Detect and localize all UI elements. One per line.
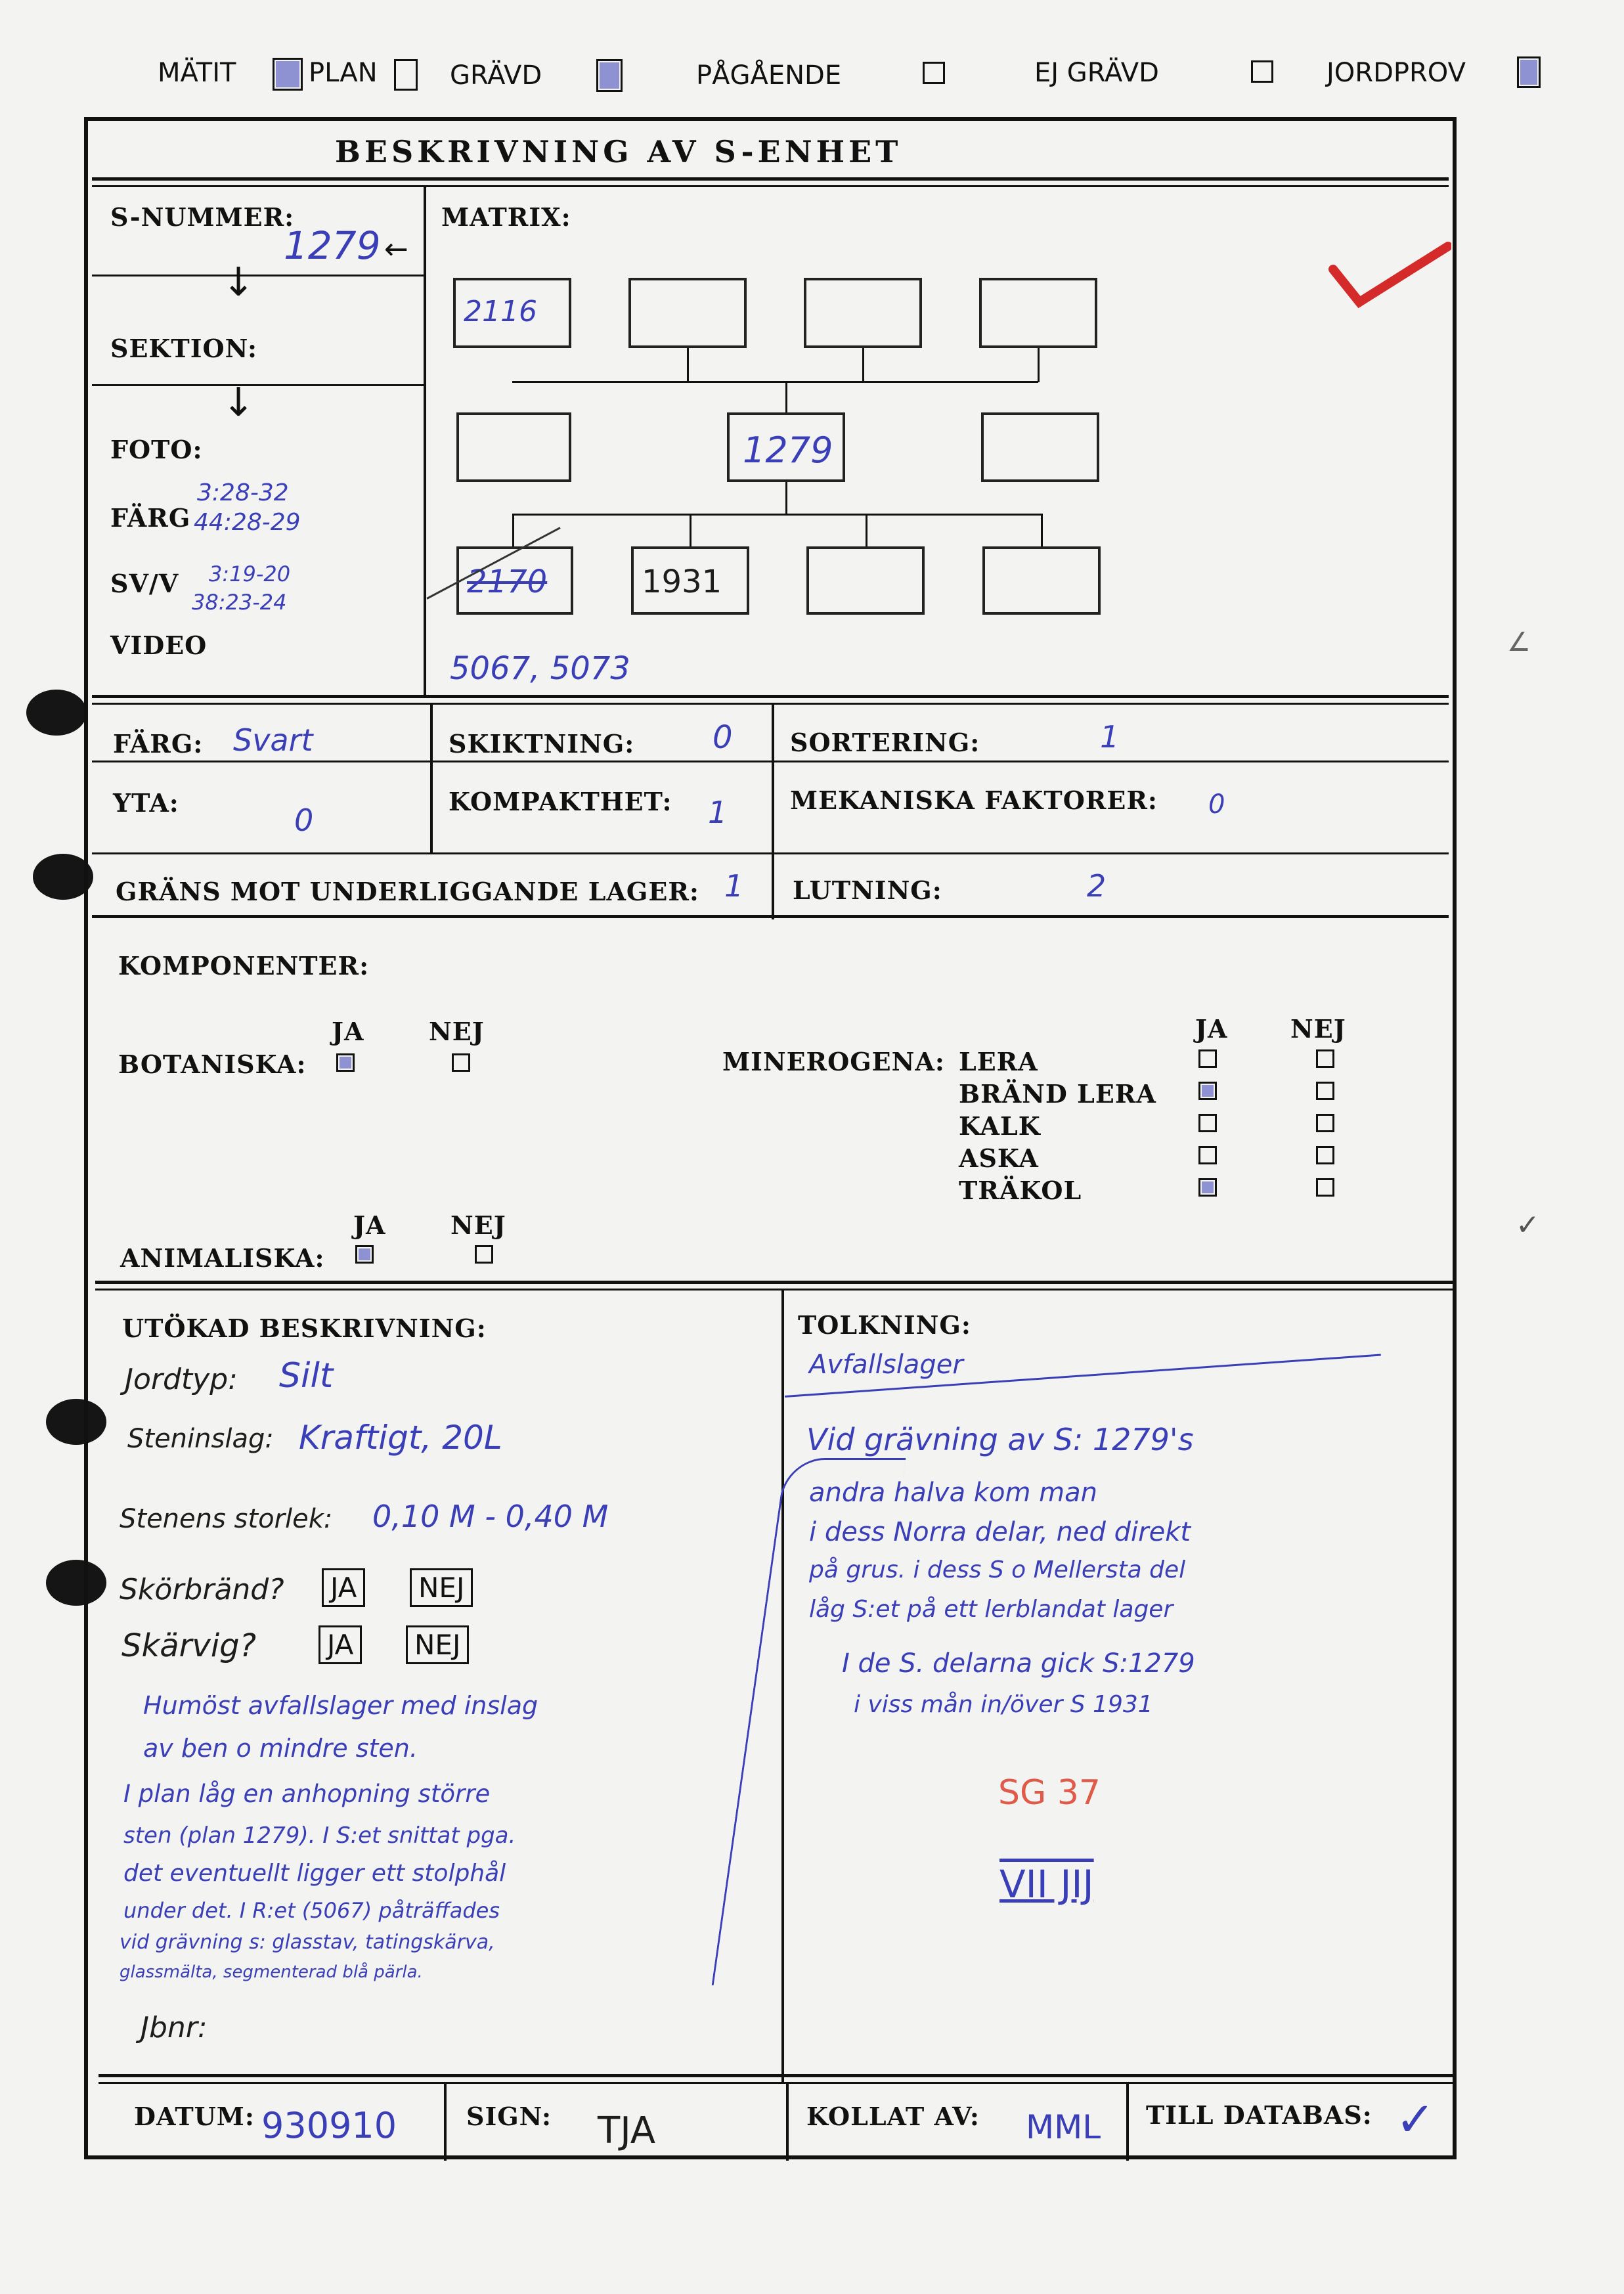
steninslag-value[interactable]: Kraftigt, 20L bbox=[299, 1419, 502, 1457]
botaniska-nej-checkbox[interactable] bbox=[452, 1053, 470, 1072]
tolkning-note-line[interactable]: i dess Norra delar, ned direkt bbox=[809, 1517, 1191, 1547]
red-check-icon bbox=[1327, 230, 1451, 315]
svv-value-2[interactable]: 38:23-24 bbox=[192, 590, 287, 615]
grans-label: GRÄNS MOT UNDERLIGGANDE LAGER: bbox=[116, 877, 699, 906]
matrix-box[interactable]: 2116 bbox=[453, 278, 571, 348]
status-bar bbox=[151, 53, 1563, 99]
ej-gravd-label: EJ GRÄVD bbox=[1034, 58, 1159, 88]
mineral-item-label: BRÄND LERA bbox=[959, 1079, 1156, 1109]
datum-label: DATUM: bbox=[134, 2102, 255, 2131]
matit-label: MÄTIT bbox=[158, 58, 236, 88]
animaliska-label: ANIMALISKA: bbox=[120, 1243, 325, 1273]
trakol-ja-checkbox[interactable] bbox=[1198, 1178, 1217, 1197]
skarvig-nej-option[interactable]: NEJ bbox=[406, 1625, 469, 1664]
plan-label: PLAN bbox=[309, 58, 378, 88]
storlek-value[interactable]: 0,10 M - 0,40 M bbox=[372, 1499, 609, 1534]
tolkning-note-line[interactable]: Vid grävning av S: 1279's bbox=[806, 1422, 1194, 1457]
jordtyp-label: Jordtyp: bbox=[125, 1363, 238, 1396]
animaliska-nej-checkbox[interactable] bbox=[475, 1245, 493, 1264]
farg-photo-value-2[interactable]: 44:28-29 bbox=[194, 509, 301, 536]
jbnr-label: Jbnr: bbox=[141, 2011, 208, 2044]
skorbrand-label: Skörbränd? bbox=[120, 1573, 284, 1606]
mekaniska-label: MEKANISKA FAKTORER: bbox=[790, 785, 1158, 815]
video-label: VIDEO bbox=[110, 630, 208, 660]
brand-lera-nej-checkbox[interactable] bbox=[1316, 1082, 1334, 1100]
tolkning-note-line[interactable]: låg S:et på ett lerblandat lager bbox=[809, 1596, 1174, 1623]
kompakthet-label: KOMPAKTHET: bbox=[449, 787, 672, 816]
form-title: BESKRIVNING AV S-ENHET bbox=[335, 134, 902, 169]
skarvig-ja-option[interactable]: JA bbox=[318, 1625, 362, 1664]
kompakthet-value[interactable]: 1 bbox=[708, 795, 728, 830]
tolkning-note-line[interactable]: andra halva kom man bbox=[809, 1478, 1097, 1508]
matrix-box[interactable]: 1931 bbox=[631, 546, 749, 615]
animaliska-nej-header: NEJ bbox=[450, 1210, 506, 1240]
arrow-left-icon: ← bbox=[384, 232, 408, 266]
yta-value[interactable]: 0 bbox=[294, 803, 314, 838]
tolkning-red-note[interactable]: SG 37 bbox=[998, 1773, 1101, 1813]
lutning-label: LUTNING: bbox=[793, 875, 942, 905]
kollat-value[interactable]: MML bbox=[1026, 2108, 1101, 2146]
matrix-box[interactable]: 2170 bbox=[456, 546, 573, 615]
sortering-value[interactable]: 1 bbox=[1100, 719, 1120, 755]
matrix-box[interactable] bbox=[979, 278, 1097, 348]
pencil-tick-icon: ✓ bbox=[1516, 1208, 1540, 1242]
lera-nej-checkbox[interactable] bbox=[1316, 1049, 1334, 1068]
gravd-checkbox[interactable] bbox=[596, 59, 623, 92]
pagaende-checkbox[interactable] bbox=[923, 62, 945, 84]
utokad-note-line[interactable]: glassmälta, segmenterad blå pärla. bbox=[120, 1962, 423, 1982]
kalk-ja-checkbox[interactable] bbox=[1198, 1114, 1217, 1132]
arrow-down-icon: ↓ bbox=[222, 380, 255, 426]
jordprov-label: JORDPROV bbox=[1327, 58, 1466, 88]
mineral-item-label: TRÄKOL bbox=[959, 1176, 1082, 1205]
tolkning-note-line[interactable]: på grus. i dess S o Mellersta del bbox=[809, 1556, 1186, 1583]
matrix-box[interactable] bbox=[628, 278, 747, 348]
yta-label: YTA: bbox=[113, 788, 179, 818]
tolkning-label: TOLKNING: bbox=[798, 1310, 971, 1340]
utokad-note-line[interactable]: Humöst avfallslager med inslag bbox=[143, 1691, 538, 1720]
steninslag-label: Steninslag: bbox=[127, 1424, 274, 1454]
farg-value[interactable]: Svart bbox=[233, 722, 313, 758]
pencil-tick-icon: ∠ bbox=[1507, 627, 1531, 657]
minerogena-label: MINEROGENA: bbox=[722, 1047, 945, 1076]
s-nummer-value[interactable]: 1279 bbox=[284, 223, 381, 268]
mineral-item-label: ASKA bbox=[959, 1143, 1039, 1173]
foto-label: FOTO: bbox=[110, 435, 203, 464]
utokad-note-line[interactable]: sten (plan 1279). I S:et snittat pga. bbox=[123, 1822, 516, 1849]
svv-value-1[interactable]: 3:19-20 bbox=[209, 562, 291, 586]
mekaniska-value[interactable]: 0 bbox=[1208, 789, 1225, 820]
aska-nej-checkbox[interactable] bbox=[1316, 1146, 1334, 1164]
jordprov-checkbox[interactable] bbox=[1517, 56, 1541, 88]
skarvig-label: Skärvig? bbox=[121, 1627, 257, 1664]
tolkning-value[interactable]: Avfallslager bbox=[809, 1350, 963, 1380]
arrow-down-icon: ↓ bbox=[222, 259, 255, 305]
utokad-label: UTÖKAD BESKRIVNING: bbox=[122, 1313, 487, 1343]
mineral-item-label: KALK bbox=[959, 1111, 1041, 1141]
minerogena-ja-header: JA bbox=[1195, 1014, 1228, 1044]
mineral-item-label: LERA bbox=[959, 1047, 1038, 1076]
svv-label: SV/V bbox=[110, 569, 179, 598]
databas-check-icon[interactable]: ✓ bbox=[1395, 2092, 1436, 2147]
matrix-label: MATRIX: bbox=[441, 202, 571, 232]
kollat-label: KOLLAT AV: bbox=[806, 2102, 980, 2131]
matrix-box[interactable]: 1279 bbox=[727, 412, 845, 482]
botaniska-label: BOTANISKA: bbox=[118, 1049, 307, 1079]
farg-label: FÄRG: bbox=[113, 729, 204, 759]
jordtyp-value[interactable]: Silt bbox=[279, 1356, 334, 1396]
databas-label: TILL DATABAS: bbox=[1146, 2100, 1372, 2130]
matit-checkbox[interactable] bbox=[273, 58, 303, 91]
brand-lera-ja-checkbox[interactable] bbox=[1198, 1082, 1217, 1100]
kalk-nej-checkbox[interactable] bbox=[1316, 1114, 1334, 1132]
datum-value[interactable]: 930910 bbox=[261, 2105, 397, 2146]
pagaende-label: PÅGÅENDE bbox=[696, 60, 842, 91]
sign-label: SIGN: bbox=[466, 2102, 552, 2131]
s-nummer-label: S-NUMMER: bbox=[110, 202, 295, 232]
animaliska-ja-checkbox[interactable] bbox=[355, 1245, 374, 1264]
skiktning-value[interactable]: 0 bbox=[713, 719, 733, 756]
ej-gravd-checkbox[interactable] bbox=[1251, 60, 1273, 83]
aska-ja-checkbox[interactable] bbox=[1198, 1146, 1217, 1164]
utokad-note-line[interactable]: av ben o mindre sten. bbox=[143, 1734, 418, 1763]
tolkning-note-line[interactable]: i viss mån in/över S 1931 bbox=[854, 1691, 1153, 1718]
matrix-box[interactable] bbox=[806, 546, 925, 615]
skiktning-label: SKIKTNING: bbox=[449, 729, 635, 759]
sektion-label: SEKTION: bbox=[110, 334, 257, 363]
botaniska-nej-header: NEJ bbox=[429, 1017, 485, 1046]
botaniska-ja-checkbox[interactable] bbox=[336, 1053, 355, 1072]
sortering-label: SORTERING: bbox=[790, 728, 980, 757]
lutning-value[interactable]: 2 bbox=[1087, 868, 1107, 904]
tolkning-code[interactable]: VII JIJ bbox=[999, 1862, 1094, 1907]
matrix-box[interactable] bbox=[804, 278, 922, 348]
farg-photo-label: FÄRG bbox=[110, 503, 191, 533]
matrix-box[interactable] bbox=[982, 546, 1101, 615]
matrix-box[interactable] bbox=[981, 412, 1099, 482]
tolkning-note-line[interactable]: I de S. delarna gick S:1279 bbox=[842, 1648, 1195, 1679]
skorbrand-nej-option[interactable]: NEJ bbox=[410, 1568, 473, 1607]
animaliska-ja-header: JA bbox=[353, 1210, 386, 1240]
minerogena-nej-header: NEJ bbox=[1290, 1014, 1346, 1044]
utokad-note-line[interactable]: vid grävning s: glasstav, tatingskärva, bbox=[120, 1931, 495, 1954]
utokad-note-line[interactable]: det eventuellt ligger ett stolphål bbox=[123, 1860, 506, 1887]
punch-hole bbox=[26, 690, 87, 736]
sign-value[interactable]: TJA bbox=[598, 2109, 656, 2152]
komponenter-label: KOMPONENTER: bbox=[118, 951, 370, 981]
matrix-box[interactable] bbox=[456, 412, 571, 482]
utokad-note-line[interactable]: under det. I R:et (5067) påträffades bbox=[123, 1898, 500, 1923]
gravd-label: GRÄVD bbox=[450, 60, 542, 91]
skorbrand-ja-option[interactable]: JA bbox=[322, 1568, 365, 1607]
farg-photo-value-1[interactable]: 3:28-32 bbox=[197, 479, 289, 506]
storlek-label: Stenens storlek: bbox=[120, 1504, 333, 1534]
lera-ja-checkbox[interactable] bbox=[1198, 1049, 1217, 1068]
utokad-note-line[interactable]: I plan låg en anhopning större bbox=[123, 1780, 491, 1808]
botaniska-ja-header: JA bbox=[332, 1017, 364, 1046]
plan-checkbox[interactable] bbox=[394, 59, 418, 91]
grans-value[interactable]: 1 bbox=[724, 868, 744, 904]
trakol-nej-checkbox[interactable] bbox=[1316, 1178, 1334, 1197]
matrix-note[interactable]: 5067, 5073 bbox=[450, 650, 630, 687]
